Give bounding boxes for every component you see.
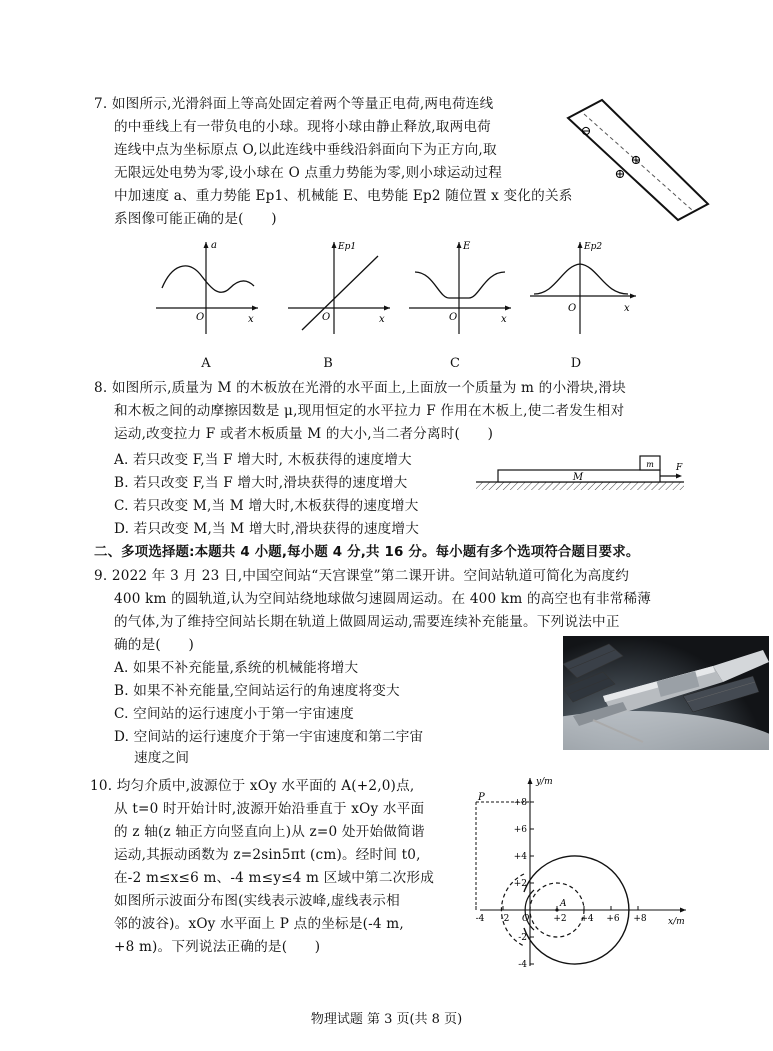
q7-graph-d [526, 236, 641, 336]
q10-line-4: 运动,其振动函数为 z=2sin5πt (cm)。经时间 t0, [114, 847, 421, 863]
q7-line-6: 系图像可能正确的是( ) [114, 211, 277, 227]
q8-option-d: D. 若只改变 M,当 M 增大时,滑块获得的速度增大 [114, 521, 419, 537]
q10-xtick-neg2: -2 [500, 914, 510, 924]
q7-graph-b [282, 236, 397, 336]
q10-line-6: 如图所示波面分布图(实线表示波峰,虚线表示相 [114, 893, 400, 909]
q10-point-a: A [560, 899, 567, 909]
q8-option-a: A. 若只改变 F,当 F 增大时, 木板获得的速度增大 [114, 452, 412, 468]
page-footer: 物理试题 第 3 页(共 8 页) [310, 1012, 463, 1027]
q10-ytick-6: +6 [513, 825, 527, 835]
q9-option-d: D. 空间站的运行速度介于第一宇宙速度和第二宇宙 [114, 729, 424, 745]
q10-line-1: 10. 均匀介质中,波源位于 xOy 水平面的 A(+2,0)点, [90, 778, 415, 794]
q7-graph-a-ylabel: a [211, 240, 217, 251]
q8-board-label: M [572, 472, 584, 483]
q7-graph-d-origin: O [568, 303, 577, 314]
q7-graph-c-xlabel: x [501, 314, 507, 325]
q7-graph-a-origin: O [196, 312, 205, 323]
q9-line-2: 400 km 的圆轨道,认为空间站绕地球做匀速圆周运动。在 400 km 的高空也有非常稀薄 [114, 591, 652, 607]
section-2-heading: 二、多项选择题:本题共 4 小题,每小题 4 分,共 16 分。每小题有多个选项符合题目要求。 [94, 545, 640, 560]
q9-option-a: A. 如果不补充能量,系统的机械能将增大 [114, 660, 359, 676]
q10-line-7: 邻的波谷)。xOy 水平面上 P 点的坐标是(-4 m, [114, 916, 404, 932]
q7-line-2: 的中垂线上有一带负电的小球。现将小球由静止释放,取两电荷 [114, 119, 491, 135]
q9-option-b: B. 如果不补充能量,空间站运行的角速度将变大 [114, 683, 400, 699]
q8-line-3: 运动,改变拉力 F 或者木板质量 M 的大小,当二者分离时( ) [114, 426, 494, 442]
q10-line-8: +8 m)。下列说法正确的是( ) [114, 939, 321, 955]
q8-force-label: F [676, 463, 683, 473]
q8-option-c: C. 若只改变 M,当 M 增大时,木板获得的速度增大 [114, 498, 419, 514]
q7-graph-a-xlabel: x [248, 314, 254, 325]
q10-xtick-neg4: -4 [475, 914, 485, 924]
q7-graph-b-xlabel: x [379, 314, 385, 325]
q10-ylabel: y/m [536, 777, 553, 787]
q10-origin: O [522, 914, 530, 924]
q10-ytick-neg2: -2 [518, 933, 527, 943]
q9-line-4: 确的是( ) [114, 637, 194, 653]
q7-graph-c [405, 236, 520, 336]
q7-line-5: 中加速度 a、重力势能 Ep1、机械能 E、电势能 Ep2 随位置 x 变化的关系 [114, 188, 573, 204]
q7-graph-c-origin: O [449, 312, 458, 323]
q10-xlabel: x/m [668, 917, 685, 927]
q10-xtick-8: +8 [633, 914, 647, 924]
q8-block-label: m [646, 460, 654, 469]
q9-line-1: 9. 2022 年 3 月 23 日,中国空间站“天宫课堂”第二课开讲。空间站轨道可简化为高度约 [94, 568, 630, 584]
q9-option-d-cont: 速度之间 [134, 750, 190, 766]
q7-graph-d-ylabel: Ep2 [584, 242, 603, 252]
q7-graph-d-xlabel: x [624, 303, 630, 314]
q8-line-1: 8. 如图所示,质量为 M 的木板放在光滑的水平面上,上面放一个质量为 m 的小滑块,滑块 [94, 380, 626, 396]
q7-graph-c-ylabel: E [463, 241, 471, 252]
q7-line-4: 无限远处电势为零,设小球在 O 点重力势能为零,则小球运动过程 [114, 165, 503, 181]
q7-negative-charge: ⊖ [580, 124, 592, 139]
space-station-photo [563, 636, 769, 750]
q9-option-c: C. 空间站的运行速度小于第一宇宙速度 [114, 706, 354, 722]
q10-line-5: 在-2 m≤x≤6 m、-4 m≤y≤4 m 区域中第二次形成 [114, 870, 434, 886]
q7-positive-charge-2: ⊕ [614, 167, 626, 182]
q10-ytick-neg4: -4 [518, 960, 527, 970]
q7-option-d-label: D [570, 356, 582, 371]
q10-xtick-6: +6 [606, 914, 620, 924]
q10-xtick-4: +4 [580, 914, 594, 924]
q7-option-c-label: C [450, 356, 460, 371]
q7-incline-figure [560, 96, 712, 222]
q10-point-p: P [478, 792, 485, 803]
q10-line-3: 的 z 轴(z 轴正方向竖直向上)从 z=0 处开始做简谐 [114, 824, 425, 840]
q7-graph-a [148, 236, 263, 336]
q8-option-b: B. 若只改变 F,当 F 增大时,滑块获得的速度增大 [114, 475, 408, 491]
q10-xtick-2: +2 [553, 914, 567, 924]
q7-line-1: 7. 如图所示,光滑斜面上等高处固定着两个等量正电荷,两电荷连线 [94, 96, 494, 112]
q10-line-2: 从 t=0 时开始计时,波源开始沿垂直于 xOy 水平面 [114, 801, 425, 817]
q7-option-a-label: A [201, 356, 211, 371]
q10-wave-figure [472, 770, 692, 970]
q9-line-3: 的气体,为了维持空间站长期在轨道上做圆周运动,需要连续补充能量。下列说法中正 [114, 614, 620, 630]
q10-ytick-4: +4 [513, 852, 527, 862]
q7-line-3: 连线中点为坐标原点 O,以此连线中垂线沿斜面向下为正方向,取 [114, 142, 497, 158]
q7-positive-charge-1: ⊕ [630, 153, 642, 168]
q7-option-b-label: B [323, 356, 333, 371]
q10-ytick-2: +2 [513, 879, 527, 889]
q7-graph-b-ylabel: Ep1 [338, 242, 357, 252]
q8-board-figure [474, 448, 694, 494]
q7-graph-b-origin: O [322, 312, 331, 323]
q10-ytick-8: +8 [513, 798, 527, 808]
q8-line-2: 和木板之间的动摩擦因数是 μ,现用恒定的水平拉力 F 作用在木板上,使二者发生相对 [114, 403, 625, 419]
